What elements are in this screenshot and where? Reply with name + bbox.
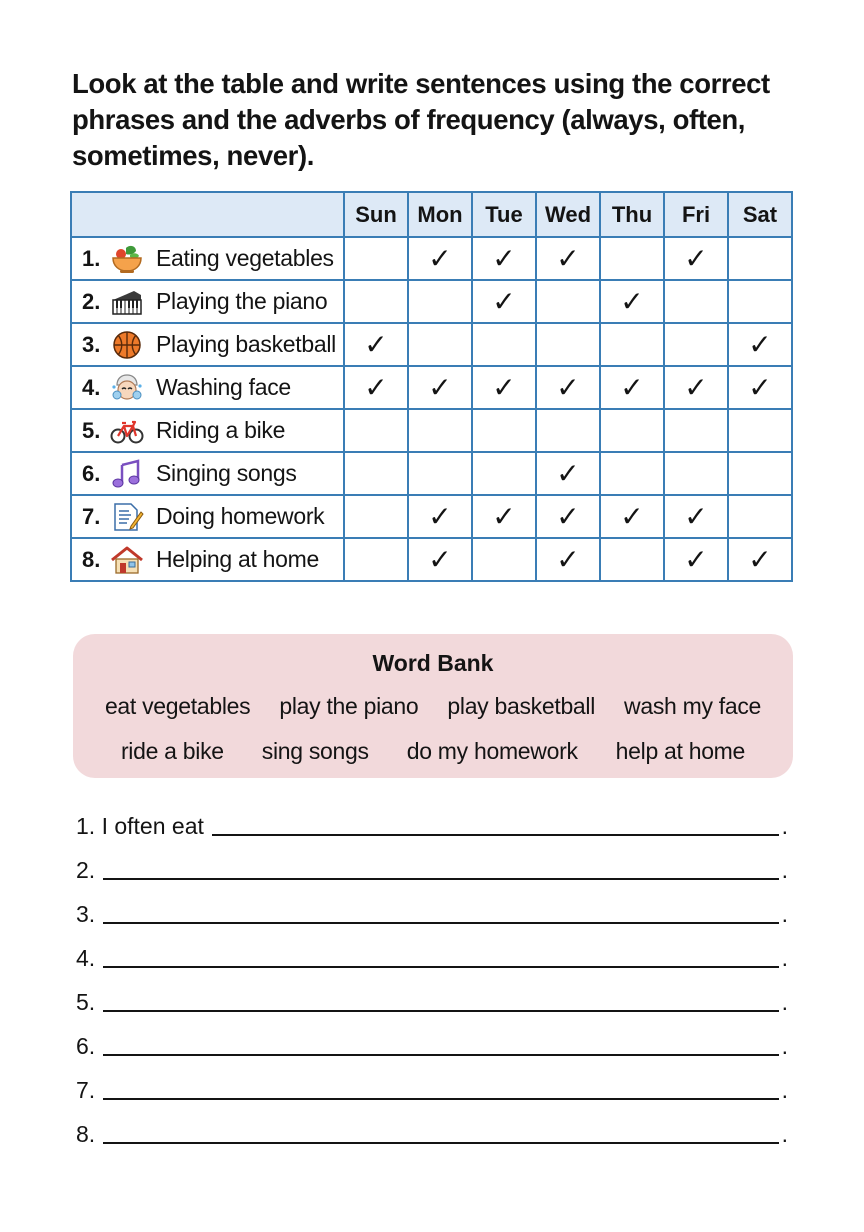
house-icon — [110, 545, 144, 575]
activity-label: Playing basketball — [156, 331, 336, 357]
check-mark-icon: ✓ — [620, 371, 644, 403]
answer-blank[interactable] — [103, 965, 778, 968]
check-mark-icon: ✓ — [748, 328, 772, 360]
day-cell-sat — [728, 452, 792, 495]
answer-blank[interactable] — [103, 921, 778, 924]
answer-blank[interactable] — [103, 1097, 778, 1100]
day-cell-sat — [728, 237, 792, 280]
day-header-wed: Wed — [536, 192, 600, 237]
answer-blank[interactable] — [103, 1053, 778, 1056]
answer-period: . — [781, 989, 788, 1015]
answer-prefix: 1. I often eat — [76, 813, 204, 839]
check-mark-icon: ✓ — [556, 371, 580, 403]
day-cell-fri — [664, 538, 728, 581]
day-cell-sat — [728, 409, 792, 452]
answer-period: . — [781, 1077, 788, 1103]
instructions-line-1: Look at the table and write sentences using the correct — [72, 68, 770, 99]
activity-cell — [71, 452, 344, 495]
row-number: 6. — [82, 460, 101, 486]
day-header-thu: Thu — [600, 192, 664, 237]
day-cell-thu — [600, 237, 664, 280]
table-row — [71, 495, 792, 538]
day-cell-tue — [472, 237, 536, 280]
answer-line — [76, 986, 788, 1016]
answer-blank[interactable] — [103, 877, 778, 880]
answer-prefix: 2. — [76, 857, 96, 883]
music-note-icon — [110, 459, 144, 489]
check-mark-icon: ✓ — [428, 500, 452, 532]
check-mark-icon: ✓ — [492, 371, 516, 403]
row-number: 4. — [82, 374, 101, 400]
day-cell-sun — [344, 452, 408, 495]
activity-label: Singing songs — [156, 460, 297, 486]
activity-cell — [71, 366, 344, 409]
check-mark-icon: ✓ — [556, 543, 580, 575]
word-bank-phrase: sing songs — [261, 738, 369, 764]
day-header-sun: Sun — [344, 192, 408, 237]
word-bank-phrase: wash my face — [624, 693, 762, 719]
day-cell-fri — [664, 366, 728, 409]
answer-line — [76, 810, 788, 840]
day-cell-fri — [664, 323, 728, 366]
answer-blank[interactable] — [103, 1009, 778, 1012]
answer-blank[interactable] — [103, 1141, 778, 1144]
day-cell-sat — [728, 323, 792, 366]
day-cell-sun — [344, 495, 408, 538]
check-mark-icon: ✓ — [684, 371, 708, 403]
answer-line — [76, 1118, 788, 1148]
check-mark-icon: ✓ — [492, 285, 516, 317]
day-cell-tue — [472, 452, 536, 495]
day-cell-thu — [600, 495, 664, 538]
day-cell-fri — [664, 495, 728, 538]
answer-period: . — [781, 901, 788, 927]
activity-label: Eating vegetables — [156, 245, 334, 271]
answer-line — [76, 898, 788, 928]
day-cell-sat — [728, 366, 792, 409]
instructions — [72, 66, 792, 174]
activity-cell — [71, 409, 344, 452]
day-cell-mon — [408, 323, 472, 366]
answer-period: . — [781, 945, 788, 971]
word-bank-row-2 — [73, 738, 793, 765]
day-cell-mon — [408, 280, 472, 323]
day-cell-thu — [600, 409, 664, 452]
check-mark-icon: ✓ — [556, 457, 580, 489]
word-bank-phrase: ride a bike — [120, 738, 224, 764]
piano-icon — [110, 287, 144, 317]
day-cell-tue — [472, 323, 536, 366]
day-cell-tue — [472, 538, 536, 581]
check-mark-icon: ✓ — [556, 242, 580, 274]
answer-line — [76, 1074, 788, 1104]
salad-bowl-icon — [110, 244, 144, 274]
day-cell-wed — [536, 538, 600, 581]
row-number: 3. — [82, 331, 101, 357]
answer-line — [76, 1030, 788, 1060]
day-cell-sun — [344, 366, 408, 409]
answer-prefix: 5. — [76, 989, 96, 1015]
day-cell-thu — [600, 538, 664, 581]
day-cell-fri — [664, 237, 728, 280]
answer-period: . — [781, 1033, 788, 1059]
day-cell-thu — [600, 280, 664, 323]
table-row — [71, 409, 792, 452]
day-cell-wed — [536, 495, 600, 538]
table-header-row — [71, 192, 792, 237]
day-cell-tue — [472, 409, 536, 452]
check-mark-icon: ✓ — [748, 371, 772, 403]
day-cell-mon — [408, 495, 472, 538]
answer-prefix: 6. — [76, 1033, 96, 1059]
word-bank-phrase: eat vegetables — [104, 693, 251, 719]
check-mark-icon: ✓ — [428, 543, 452, 575]
table-corner-cell — [71, 192, 344, 237]
answer-period: . — [781, 857, 788, 883]
day-cell-mon — [408, 409, 472, 452]
activity-cell — [71, 323, 344, 366]
day-cell-thu — [600, 366, 664, 409]
day-cell-sun — [344, 538, 408, 581]
bicycle-icon — [110, 416, 144, 446]
check-mark-icon: ✓ — [364, 328, 388, 360]
answer-line — [76, 854, 788, 884]
day-cell-thu — [600, 323, 664, 366]
word-bank-phrase: help at home — [615, 738, 746, 764]
check-mark-icon: ✓ — [748, 543, 772, 575]
check-mark-icon: ✓ — [684, 543, 708, 575]
word-bank — [73, 634, 793, 778]
activity-label: Helping at home — [156, 546, 319, 572]
row-number: 7. — [82, 503, 101, 529]
word-bank-title: Word Bank — [372, 650, 494, 676]
day-cell-tue — [472, 366, 536, 409]
day-cell-tue — [472, 495, 536, 538]
day-cell-thu — [600, 452, 664, 495]
check-mark-icon: ✓ — [364, 371, 388, 403]
day-cell-sun — [344, 280, 408, 323]
activity — [82, 410, 343, 451]
check-mark-icon: ✓ — [556, 500, 580, 532]
table-row — [71, 538, 792, 581]
answer-period: . — [781, 1121, 788, 1147]
basketball-icon — [110, 330, 144, 360]
day-cell-wed — [536, 409, 600, 452]
answer-prefix: 3. — [76, 901, 96, 927]
answer-prefix: 7. — [76, 1077, 96, 1103]
word-bank-phrase: play the piano — [279, 693, 419, 719]
day-cell-tue — [472, 280, 536, 323]
day-header-mon: Mon — [408, 192, 472, 237]
activity-cell — [71, 495, 344, 538]
day-cell-wed — [536, 452, 600, 495]
activity-cell — [71, 237, 344, 280]
check-mark-icon: ✓ — [684, 500, 708, 532]
activity-label: Playing the piano — [156, 288, 328, 314]
activity — [82, 453, 343, 494]
day-cell-sat — [728, 538, 792, 581]
activity-label: Riding a bike — [156, 417, 286, 443]
check-mark-icon: ✓ — [428, 371, 452, 403]
day-header-fri: Fri — [664, 192, 728, 237]
washing-face-icon — [110, 373, 144, 403]
activity — [82, 324, 343, 365]
table-row — [71, 280, 792, 323]
day-cell-wed — [536, 323, 600, 366]
word-bank-phrase: do my homework — [406, 738, 578, 764]
row-number: 1. — [82, 245, 101, 271]
day-header-sat: Sat — [728, 192, 792, 237]
activity-cell — [71, 280, 344, 323]
check-mark-icon: ✓ — [684, 242, 708, 274]
row-number: 2. — [82, 288, 101, 314]
row-number: 8. — [82, 546, 101, 572]
table-row — [71, 452, 792, 495]
activity — [82, 238, 343, 279]
frequency-table — [70, 191, 793, 582]
day-cell-wed — [536, 280, 600, 323]
day-cell-mon — [408, 366, 472, 409]
check-mark-icon: ✓ — [428, 242, 452, 274]
table-row — [71, 237, 792, 280]
homework-icon — [110, 502, 144, 532]
table-row — [71, 323, 792, 366]
day-cell-mon — [408, 237, 472, 280]
word-bank-phrase: play basketball — [447, 693, 596, 719]
day-cell-sat — [728, 495, 792, 538]
day-cell-mon — [408, 452, 472, 495]
day-cell-sun — [344, 237, 408, 280]
answer-prefix: 4. — [76, 945, 96, 971]
day-cell-fri — [664, 452, 728, 495]
instructions-line-3: sometimes, never). — [72, 140, 314, 171]
activity — [82, 496, 343, 537]
instructions-line-2: phrases and the adverbs of frequency (always, often, — [72, 104, 746, 135]
check-mark-icon: ✓ — [492, 500, 516, 532]
check-mark-icon: ✓ — [620, 285, 644, 317]
activity-cell — [71, 538, 344, 581]
day-cell-wed — [536, 366, 600, 409]
day-cell-sat — [728, 280, 792, 323]
activity — [82, 281, 343, 322]
answer-blank[interactable] — [212, 833, 779, 836]
day-header-tue: Tue — [472, 192, 536, 237]
day-cell-fri — [664, 280, 728, 323]
check-mark-icon: ✓ — [620, 500, 644, 532]
word-bank-row-1 — [73, 693, 793, 720]
activity-label: Washing face — [156, 374, 291, 400]
day-cell-sun — [344, 409, 408, 452]
answer-line — [76, 942, 788, 972]
check-mark-icon: ✓ — [492, 242, 516, 274]
activity — [82, 539, 343, 580]
day-cell-sun — [344, 323, 408, 366]
activity — [82, 367, 343, 408]
day-cell-fri — [664, 409, 728, 452]
day-cell-mon — [408, 538, 472, 581]
row-number: 5. — [82, 417, 101, 443]
day-cell-wed — [536, 237, 600, 280]
answer-period: . — [781, 813, 788, 839]
answer-prefix: 8. — [76, 1121, 96, 1147]
activity-label: Doing homework — [156, 503, 325, 529]
table-row — [71, 366, 792, 409]
